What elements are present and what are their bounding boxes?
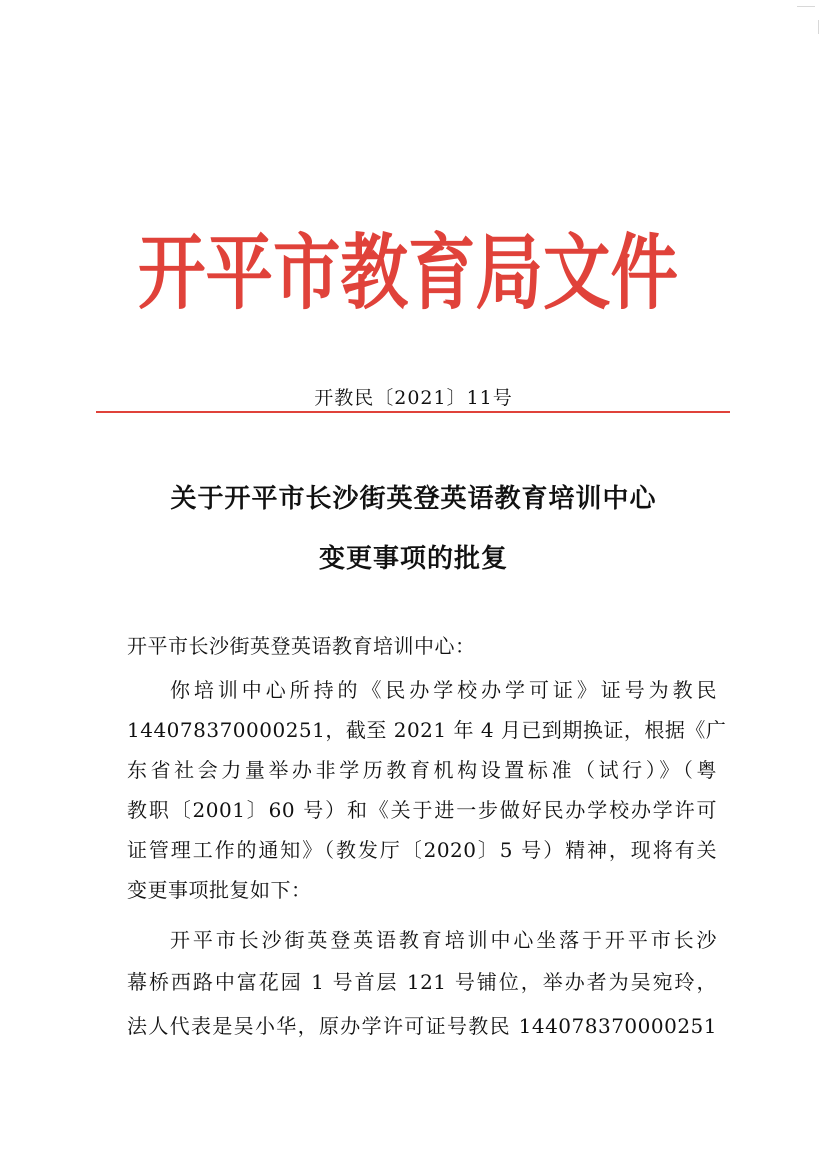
paragraph-1-line-3: 东省社会力量举办非学历教育机构设置标准（试行）》（粤 [127, 758, 717, 782]
document-title-line-1: 关于开平市长沙街英登英语教育培训中心 [170, 484, 657, 514]
paragraph-1-line-6: 变更事项批复如下： [127, 878, 312, 902]
paragraph-2-line-3: 法人代表是吴小华，原办学许可证号教民 144078370000251 [127, 1014, 717, 1038]
paragraph-2-line-1: 开平市长沙街英登英语教育培训中心坐落于开平市长沙 [170, 928, 717, 952]
paragraph-1-line-4: 教职〔2001〕60 号）和《关于进一步做好民办学校办学许可 [127, 798, 717, 822]
document-number: 开教民〔2021〕11号 [314, 387, 513, 409]
red-separator-line [96, 411, 730, 413]
issuer-header-text: 开平市教育局文件 [138, 225, 678, 321]
addressee: 开平市长沙街英登英语教育培训中心： [127, 634, 476, 658]
scan-mark [818, 20, 819, 34]
paragraph-1-line-2: 144078370000251，截至 2021 年 4 月已到期换证，根据《广 [127, 718, 727, 742]
issuer-header [128, 213, 688, 323]
document-title-line-2: 变更事项的批复 [318, 544, 508, 574]
paragraph-2-line-2: 幕桥西路中富花园 1 号首层 121 号铺位，举办者为吴宛玲， [127, 970, 717, 994]
paragraph-1-line-1: 你培训中心所持的《民办学校办学可证》证号为教民 [170, 678, 717, 702]
scan-mark [797, 6, 815, 7]
paragraph-1-line-5: 证管理工作的通知》（教发厅〔2020〕5 号）精神，现将有关 [127, 838, 717, 862]
